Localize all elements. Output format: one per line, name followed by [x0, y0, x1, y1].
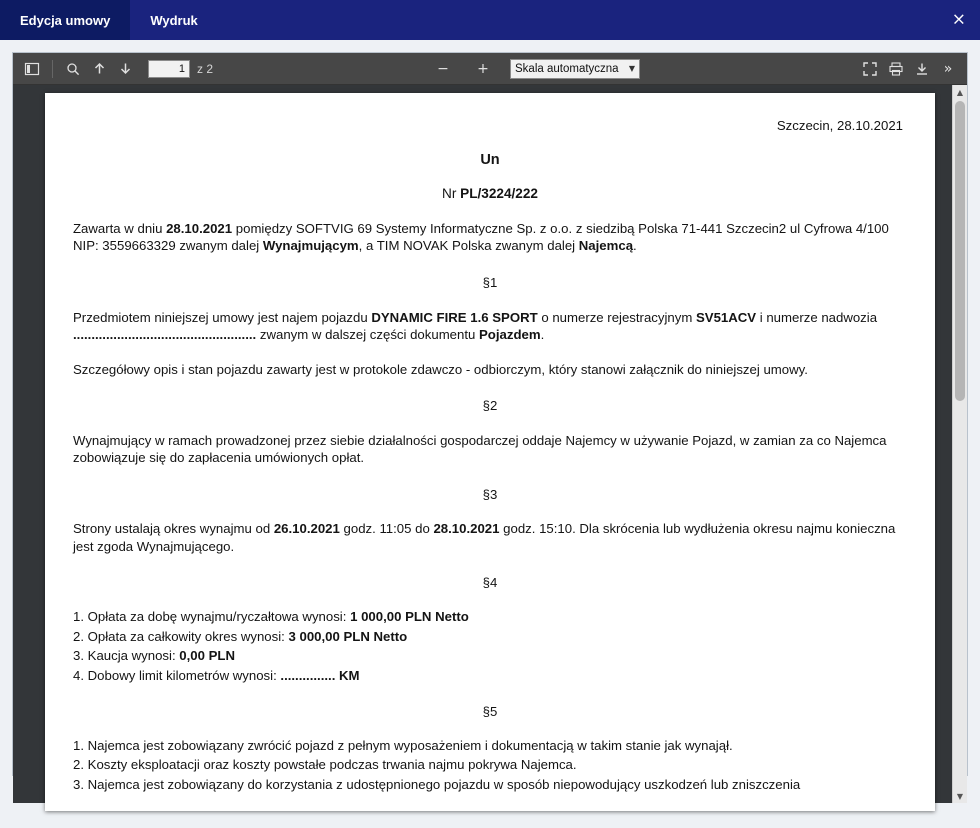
list-item: 2. Koszty eksploatacji oraz koszty powstałe podczas trwania najmu pokrywa Najemca.: [73, 757, 577, 773]
intro-text-2: pomiędzy SOFTVIG 69 Systemy Informatyczne Sp. z o.o. z siedzibą Polska 71-441 Szczecin2 ul Cyfrowa 4/100 NIP: 3559663329 zwanym dalej: [73, 220, 889, 254]
section-3-label: §3: [482, 486, 498, 502]
next-page-icon[interactable]: [112, 57, 138, 81]
intro-bold-1: 28.10.2021: [166, 220, 233, 236]
sidebar-toggle-icon[interactable]: [19, 57, 45, 81]
list-item: 3. Najemca jest zobowiązany do korzystania z udostępnionego pojazdu w sposób niepowodujący uszkodzeń lub zniszczenia: [73, 776, 801, 792]
s3-bold-1: 26.10.2021: [273, 521, 340, 537]
scroll-down-icon[interactable]: ▼: [953, 789, 967, 803]
search-icon[interactable]: [60, 57, 86, 81]
list-item: 1. Najemca jest zobowiązany zwrócić pojazd z pełnym wyposażeniem i dokumentacją w takim stanie jak wynajął.: [73, 737, 733, 753]
section-3-paragraph: [73, 520, 907, 555]
pdf-toolbar: [13, 53, 967, 85]
toolbar-divider: [52, 60, 53, 78]
tab-label: Edycja umowy: [20, 12, 111, 28]
intro-text-4: .: [633, 238, 637, 254]
window-tab-bar: [0, 0, 980, 40]
tab-edycja-umowy[interactable]: [0, 0, 130, 40]
section-2-label: §2: [482, 398, 498, 414]
s4-item-3-value: ............... KM: [280, 667, 360, 683]
s1-text-1: Przedmiotem niniejszej umowy jest najem pojazdu: [73, 309, 372, 325]
pdf-page-1: [45, 93, 935, 811]
document-number-value: PL/3224/222: [460, 185, 538, 201]
list-item: [73, 647, 907, 665]
section-1-paragraph: [73, 309, 907, 344]
scroll-up-icon[interactable]: ▲: [953, 85, 967, 99]
zoom-in-button[interactable]: +: [477, 60, 489, 77]
s1-text-4: zwanym w dalszej części dokumentu: [256, 327, 480, 343]
download-icon[interactable]: [909, 57, 935, 81]
section-4-list: [73, 608, 907, 684]
section-2-paragraph: Wynajmujący w ramach prowadzonej przez siebie działalności gospodarczej oddaje Najemcy w używanie Pojazd, w zamian za co Najemca zobowiązuje się do zapłacenia umówionych opłat.: [73, 432, 887, 466]
s4-item-2-value: 0,00 PLN: [179, 648, 236, 664]
list-item: [73, 628, 907, 646]
pdf-viewer-area: [13, 85, 967, 803]
document-title: Un: [480, 151, 500, 168]
viewer-scrollbar[interactable]: [952, 85, 967, 803]
tab-label: Wydruk: [150, 12, 198, 28]
s3-bold-2: 28.10.2021: [433, 521, 500, 537]
s4-item-1-value: 3 000,00 PLN Netto: [288, 628, 408, 644]
section-1-extra-paragraph: Szczegółowy opis i stan pojazdu zawarty jest w protokole zdawczo - odbiorczym, który stanowi załącznik do niniejszej umowy.: [73, 361, 808, 377]
document-number-prefix: Nr: [442, 185, 461, 201]
s4-item-0-value: 1 000,00 PLN Netto: [350, 609, 469, 625]
intro-bold-3: Najemcą: [578, 238, 634, 254]
s4-item-0-text: 1. Opłata za dobę wynajmu/ryczałtowa wynosi:: [73, 609, 351, 625]
presentation-mode-icon[interactable]: [857, 57, 883, 81]
s1-bold-3: ..................................................: [73, 327, 257, 343]
scrollbar-thumb[interactable]: [955, 101, 965, 401]
intro-bold-2: Wynajmującym: [262, 238, 359, 254]
s1-bold-2: SV51ACV: [695, 309, 757, 325]
s1-text-5: .: [540, 327, 545, 343]
s3-text-2: godz. 11:05 do: [339, 521, 434, 537]
section-1-label: §1: [482, 275, 498, 290]
section-5-label: §5: [482, 704, 498, 720]
s4-item-3-text: 4. Dobowy limit kilometrów wynosi:: [73, 667, 281, 683]
more-tools-button[interactable]: »: [943, 60, 953, 77]
zoom-out-button[interactable]: −: [437, 60, 449, 77]
s1-bold-4: Pojazdem: [479, 327, 541, 343]
s1-text-2: o numerze rejestracyjnym: [537, 309, 696, 325]
zoom-level-select[interactable]: [510, 59, 640, 79]
print-icon[interactable]: [883, 57, 909, 81]
pdf-viewer-panel: [12, 52, 968, 801]
s4-item-2-text: 3. Kaucja wynosi:: [73, 648, 180, 664]
s1-bold-1: DYNAMIC FIRE 1.6 SPORT: [371, 309, 538, 325]
tab-wydruk[interactable]: [130, 0, 217, 40]
list-item: [73, 667, 907, 685]
page-number-input[interactable]: [148, 60, 190, 78]
s1-text-3: i numerze nadwozia: [756, 309, 878, 325]
chevron-down-icon: ▼: [628, 64, 636, 73]
close-window-icon[interactable]: ×: [951, 9, 966, 30]
list-item: [73, 608, 907, 626]
intro-text-3: , a TIM NOVAK Polska zwanym dalej: [358, 238, 579, 254]
document-date: Szczecin, 28.10.2021: [776, 118, 903, 133]
section-5-list: [73, 737, 907, 794]
intro-paragraph: [73, 220, 907, 255]
intro-text-1: Zawarta w dniu: [73, 220, 167, 236]
s4-item-1-text: 2. Opłata za całkowity okres wynosi:: [73, 628, 289, 644]
section-4-label: §4: [482, 575, 498, 591]
previous-page-icon[interactable]: [86, 57, 112, 81]
s3-text-3: godz. 15:10. Dla skrócenia lub wydłużenia okresu najmu konieczna jest zgoda Wynajmującego.: [73, 521, 896, 554]
page-total-label: z 2: [197, 61, 214, 76]
zoom-level-value: Skala automatyczna: [515, 62, 619, 75]
document-number: [73, 185, 907, 203]
s3-text-1: Strony ustalają okres wynajmu od: [73, 521, 274, 537]
